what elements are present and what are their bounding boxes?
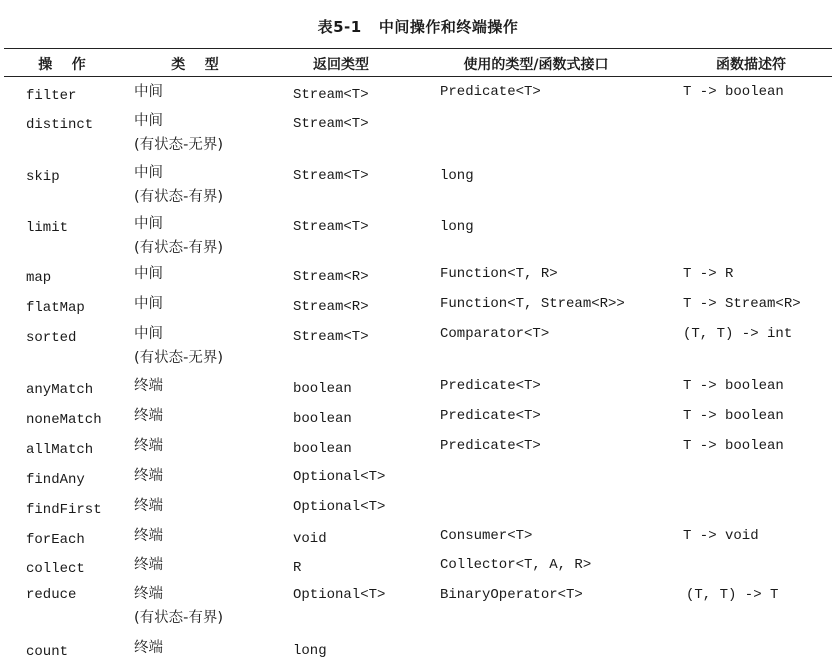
return-type: Optional<T>: [293, 587, 386, 603]
operation-name: count: [26, 644, 69, 660]
function-descriptor: (T, T) -> T: [686, 587, 779, 603]
operation-name: anyMatch: [26, 382, 94, 398]
return-type: Optional<T>: [293, 499, 386, 515]
operation-type: 中间 (有状态-有界): [134, 161, 223, 209]
functional-interface: long: [440, 219, 474, 235]
functional-interface: Function<T, R>: [440, 266, 558, 282]
operation-type: 中间: [134, 84, 163, 100]
function-descriptor: T -> boolean: [683, 84, 784, 100]
operation-type: 终端: [134, 438, 163, 454]
return-type: void: [293, 531, 327, 547]
table-top-rule: [4, 48, 832, 49]
functional-interface: Collector<T, A, R>: [440, 557, 592, 573]
operation-name: noneMatch: [26, 412, 102, 428]
operation-type: 终端: [134, 468, 163, 484]
operation-type: 终端 (有状态-有界): [134, 582, 223, 630]
return-type: Stream<R>: [293, 299, 369, 315]
operation-type: 终端: [134, 378, 163, 394]
return-type: Stream<T>: [293, 329, 369, 345]
function-descriptor: T -> boolean: [683, 408, 784, 424]
return-type: Optional<T>: [293, 469, 386, 485]
return-type: boolean: [293, 411, 352, 427]
return-type: Stream<T>: [293, 168, 369, 184]
functional-interface: long: [440, 168, 474, 184]
return-type: Stream<T>: [293, 87, 369, 103]
operation-name: collect: [26, 561, 85, 577]
operation-type: 终端: [134, 498, 163, 514]
function-descriptor: T -> Stream<R>: [683, 296, 801, 312]
function-descriptor: (T, T) -> int: [683, 326, 793, 342]
operation-name: allMatch: [26, 442, 94, 458]
functional-interface: Predicate<T>: [440, 84, 541, 100]
table-header-rule: [4, 76, 832, 77]
operation-name: map: [26, 270, 52, 286]
header-functional-interface: 使用的类型/函数式接口: [463, 57, 609, 73]
operation-state-note: (有状态-无界): [134, 137, 224, 153]
functional-interface: Predicate<T>: [440, 378, 541, 394]
operation-type: 中间: [134, 296, 163, 312]
operation-type: 终端: [134, 408, 163, 424]
operation-name: limit: [26, 220, 69, 236]
return-type: boolean: [293, 381, 352, 397]
header-descriptor: 函数描述符: [716, 57, 786, 73]
table-header: [0, 51, 836, 75]
function-descriptor: T -> boolean: [683, 438, 784, 454]
operation-name: flatMap: [26, 300, 85, 316]
return-type: Stream<T>: [293, 116, 369, 132]
return-type: Stream<R>: [293, 269, 369, 285]
operation-type: 中间: [134, 266, 163, 282]
functional-interface: Consumer<T>: [440, 528, 533, 544]
function-descriptor: T -> void: [683, 528, 759, 544]
functional-interface: Function<T, Stream<R>>: [440, 296, 625, 312]
operation-state-note: (有状态-无界): [134, 350, 224, 366]
functional-interface: Predicate<T>: [440, 408, 541, 424]
operation-type: 终端: [134, 640, 163, 656]
operation-name: distinct: [26, 117, 94, 133]
operation-name: findFirst: [26, 502, 102, 518]
function-descriptor: T -> boolean: [683, 378, 784, 394]
operation-type: 终端: [134, 528, 163, 544]
table-caption: 表5-1 中间操作和终端操作: [317, 18, 519, 36]
operation-type: 终端: [134, 557, 163, 573]
operation-type: 中间 (有状态-无界): [134, 109, 223, 157]
return-type: boolean: [293, 441, 352, 457]
return-type: R: [293, 560, 302, 576]
functional-interface: BinaryOperator<T>: [440, 587, 583, 603]
header-return-type: 返回类型: [313, 57, 369, 73]
functional-interface: Predicate<T>: [440, 438, 541, 454]
function-descriptor: T -> R: [683, 266, 734, 282]
operation-type: 中间 (有状态-无界): [134, 322, 223, 370]
header-type: 类 型: [171, 57, 219, 73]
operation-state-note: (有状态-有界): [134, 189, 224, 205]
operation-name: forEach: [26, 532, 85, 548]
operation-name: sorted: [26, 330, 77, 346]
operation-name: skip: [26, 169, 60, 185]
return-type: Stream<T>: [293, 219, 369, 235]
operation-state-note: (有状态-有界): [134, 610, 224, 626]
operation-state-note: (有状态-有界): [134, 240, 224, 256]
operation-name: findAny: [26, 472, 85, 488]
return-type: long: [293, 643, 327, 659]
functional-interface: Comparator<T>: [440, 326, 550, 342]
operation-type: 中间 (有状态-有界): [134, 212, 223, 260]
operation-name: filter: [26, 88, 77, 104]
header-operation: 操 作: [38, 57, 86, 73]
operation-name: reduce: [26, 587, 77, 603]
